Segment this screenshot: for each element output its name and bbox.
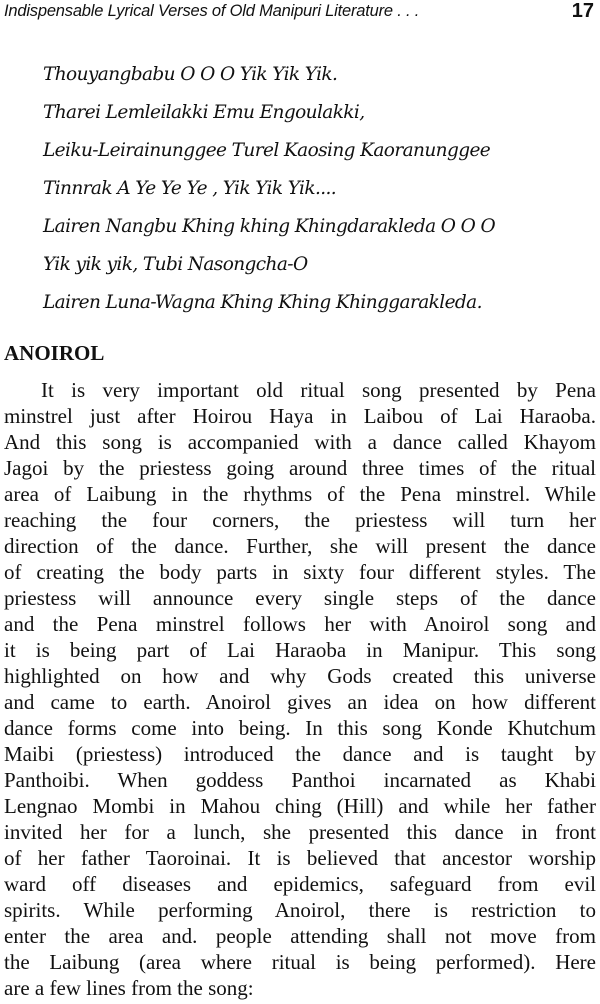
paragraph-line: invited her for a lunch, she presented this dance in front: [4, 820, 596, 844]
paragraph-line: enter the area and. people attending shall not move from: [4, 924, 596, 948]
paragraph-line: Maibi (priestess) introduced the dance and is taught by: [4, 742, 596, 766]
verse-line: Tinnrak A Ye Ye Ye , Yik Yik Yik....: [43, 178, 337, 199]
verse-line: Lairen Nangbu Khing khing Khingdarakleda O O O: [43, 216, 496, 237]
running-header: [4, 2, 594, 28]
paragraph-line: are a few lines from the song:: [4, 976, 254, 1000]
running-title: Indispensable Lyrical Verses of Old Manipuri Literature . . .: [4, 2, 420, 20]
paragraph-line: of her father Taoroinai. It is believed that ancestor worship: [4, 846, 596, 870]
paragraph-line: Panthoibi. When goddess Panthoi incarnated as Khabi: [4, 768, 596, 792]
paragraph-line: spirits. While performing Anoirol, there is restriction to: [4, 898, 596, 922]
paragraph-line: of creating the body parts in sixty four different styles. The: [4, 560, 596, 584]
section-heading: ANOIROL: [4, 341, 105, 365]
paragraph-line: the Laibung (area where ritual is being performed). Here: [4, 950, 596, 974]
verse-line: Thouyangbabu O O O Yik Yik Yik.: [43, 64, 338, 85]
paragraph-line: area of Laibung in the rhythms of the Pena minstrel. While: [4, 482, 596, 506]
paragraph-line: priestess will announce every single steps of the dance: [4, 586, 596, 610]
paragraph-line: It is very important old ritual song presented by Pena: [41, 378, 596, 402]
paragraph-line: And this song is accompanied with a dance called Khayom: [4, 430, 596, 454]
paragraph-line: Jagoi by the priestess going around three times of the ritual: [4, 456, 596, 480]
paragraph-line: reaching the four corners, the priestess will turn her: [4, 508, 596, 532]
paragraph-line: direction of the dance. Further, she will present the dance: [4, 534, 596, 558]
verse-line: Yik yik yik, Tubi Nasongcha-O: [43, 254, 308, 275]
paragraph-line: highlighted on how and why Gods created this universe: [4, 664, 596, 688]
body-paragraph: [4, 377, 596, 1001]
paragraph-line: it is being part of Lai Haraoba in Manipur. This song: [4, 638, 596, 662]
paragraph-line: and the Pena minstrel follows her with Anoirol song and: [4, 612, 596, 636]
paragraph-line: dance forms come into being. In this song Konde Khutchum: [4, 716, 596, 740]
paragraph-line: Lengnao Mombi in Mahou ching (Hill) and while her father: [4, 794, 596, 818]
paragraph-line: minstrel just after Hoirou Haya in Laibou of Lai Haraoba.: [4, 404, 596, 428]
paragraph-line: and came to earth. Anoirol gives an idea on how different: [4, 690, 596, 714]
verse-block: [43, 56, 495, 322]
verse-line: Lairen Luna-Wagna Khing Khing Khinggarakleda.: [43, 292, 482, 313]
verse-line: Tharei Lemleilakki Emu Engoulakki,: [43, 102, 365, 123]
verse-line: Leiku-Leirainunggee Turel Kaosing Kaoranunggee: [43, 140, 491, 161]
paragraph-line: ward off diseases and epidemics, safeguard from evil: [4, 872, 596, 896]
page-number: 17: [571, 0, 594, 22]
